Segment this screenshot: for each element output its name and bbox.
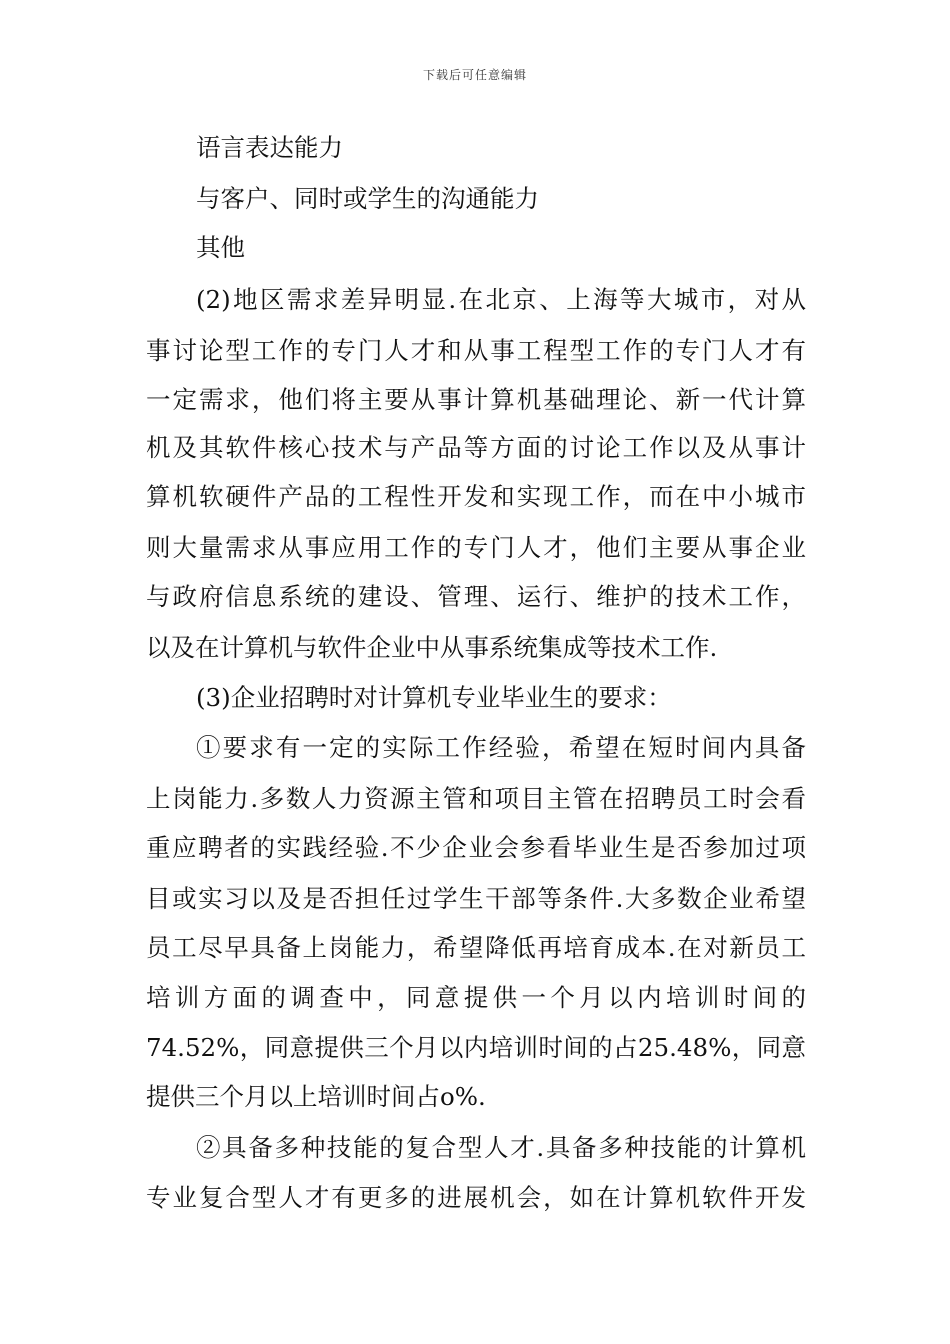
paragraph-line: 语言表达能力 bbox=[196, 133, 343, 162]
paragraph-line: 算机软硬件产品的工程性开发和实现工作，而在中小城市 bbox=[146, 482, 806, 511]
paragraph-line: 重应聘者的实践经验.不少企业会参看毕业生是否参加过项 bbox=[146, 833, 806, 862]
paragraph-line: 提供三个月以上培训时间占o%. bbox=[146, 1082, 486, 1111]
paragraph-line: (2)地区需求差异明显.在北京、上海等大城市，对从 bbox=[196, 285, 806, 314]
paragraph-line: 以及在计算机与软件企业中从事系统集成等技术工作. bbox=[146, 633, 718, 662]
paragraph-line: 员工尽早具备上岗能力，希望降低再培育成本.在对新员工 bbox=[146, 933, 806, 962]
paragraph-line: 上岗能力.多数人力资源主管和项目主管在招聘员工时会看 bbox=[146, 784, 806, 813]
paragraph-line: 其他 bbox=[196, 233, 245, 262]
paragraph-line: ①要求有一定的实际工作经验，希望在短时间内具备 bbox=[196, 733, 806, 762]
paragraph-line: 一定需求，他们将主要从事计算机基础理论、新一代计算 bbox=[146, 385, 806, 414]
paragraph-line: ②具备多种技能的复合型人才.具备多种技能的计算机 bbox=[196, 1133, 806, 1162]
paragraph-line: 机及其软件核心技术与产品等方面的讨论工作以及从事计 bbox=[146, 433, 806, 462]
paragraph-line: 培训方面的调查中，同意提供一个月以内培训时间的 bbox=[146, 983, 806, 1012]
paragraph-line: 与客户、同时或学生的沟通能力 bbox=[196, 184, 539, 213]
paragraph-line: 与政府信息系统的建设、管理、运行、维护的技术工作， bbox=[146, 582, 806, 611]
paragraph-line: 74.52%，同意提供三个月以内培训时间的占25.48%，同意 bbox=[146, 1033, 806, 1062]
paragraph-line: (3)企业招聘时对计算机专业毕业生的要求： bbox=[196, 683, 672, 712]
paragraph-line: 则大量需求从事应用工作的专门人才，他们主要从事企业 bbox=[146, 533, 806, 562]
paragraph-line: 专业复合型人才有更多的进展机会，如在计算机软件开发 bbox=[146, 1183, 806, 1212]
paragraph-line: 目或实习以及是否担任过学生干部等条件.大多数企业希望 bbox=[146, 884, 806, 913]
page-header: 下载后可任意编辑 bbox=[422, 68, 527, 82]
paragraph-line: 事讨论型工作的专门人才和从事工程型工作的专门人才有 bbox=[146, 336, 806, 365]
